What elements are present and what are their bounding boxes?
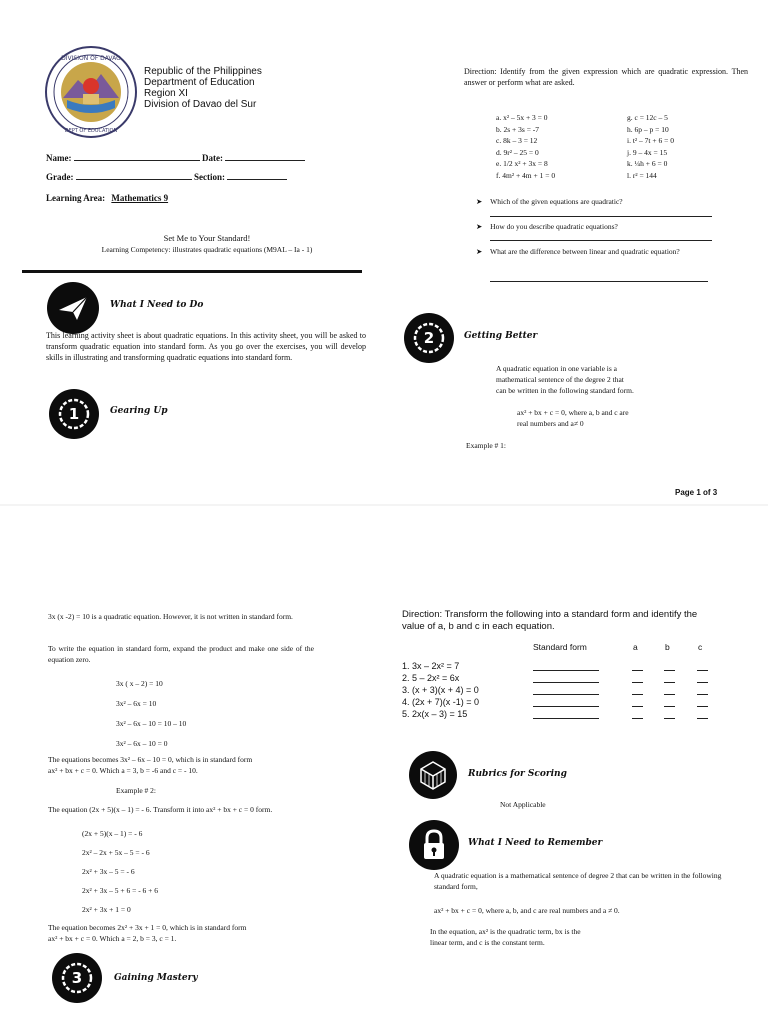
section-heading-need-to-do: What I Need to Do xyxy=(110,300,204,310)
definition-line: mathematical sentence of the degree 2 that xyxy=(496,375,624,384)
equation-step: 3x² – 6x = 10 xyxy=(116,699,157,708)
answer-blank-c-4[interactable] xyxy=(697,706,708,707)
column-header-c: c xyxy=(698,642,703,652)
gear-number-3-icon xyxy=(52,953,102,1003)
answer-line-2[interactable] xyxy=(490,240,712,241)
answer-blank-c-5[interactable] xyxy=(697,718,708,719)
remember-definition: A quadratic equation is a mathematical sentence of degree 2 that can be written in the following standard form, xyxy=(434,871,722,891)
result-line: ax² + bx + c = 0. Which a = 2, b = 3, c = 1. xyxy=(48,934,177,943)
example-steps-intro: To write the equation in standard form, expand the product and make one side of the equation zero. xyxy=(48,644,314,664)
equation-step: 3x² – 6x – 10 = 0 xyxy=(116,739,168,748)
activity-title: Set Me to Your Standard! xyxy=(163,233,251,243)
svg-text:DIVISION OF DAVAO: DIVISION OF DAVAO xyxy=(61,55,121,62)
answer-blank-a-4[interactable] xyxy=(632,706,643,707)
gearing-item: j. 9 – 4x = 15 xyxy=(627,147,668,157)
answer-blank-b-3[interactable] xyxy=(664,694,675,695)
gear-number-2-icon xyxy=(404,313,454,363)
gearing-item: d. 9r² – 25 = 0 xyxy=(496,147,539,157)
grade-row xyxy=(46,172,287,182)
mastery-item: 5. 2x(x – 3) = 15 xyxy=(402,709,468,719)
example-intro: 3x (x -2) = 10 is a quadratic equation. However, it is not written in standard form. xyxy=(48,612,293,621)
equation-step: 2x² + 3x – 5 = - 6 xyxy=(82,867,135,876)
need-to-do-text: This learning activity sheet is about quadratic equations. In this activity sheet, you will be asked to transform quadratic equation into standard form. As you go over the exercises, you will develop skills in illustrating and transforming quadratic equations into standard form. xyxy=(46,331,366,362)
gearing-item: g. c = 12c – 5 xyxy=(627,113,668,122)
column-header-standard-form: Standard form xyxy=(533,642,587,652)
page-gap xyxy=(0,504,768,506)
learning-area-label: Learning Area: xyxy=(46,193,106,203)
column-header-b: b xyxy=(665,642,670,652)
grade-blank[interactable] xyxy=(76,172,192,180)
gearing-item: f. 4m² + 4m + 1 = 0 xyxy=(496,170,556,180)
division-text: Division of Davao del Sur xyxy=(144,99,257,110)
definition-line: A quadratic equation in one variable is a xyxy=(496,364,617,373)
section-blank[interactable] xyxy=(227,172,287,180)
gearing-item: i. t² – 7t + 6 = 0 xyxy=(627,136,674,145)
question-2: ➤ How do you describe quadratic equations? xyxy=(476,222,618,231)
region-text: Region XI xyxy=(144,88,188,99)
name-row xyxy=(46,153,305,163)
quadratic-definition xyxy=(496,363,634,396)
grade-label: Grade: xyxy=(46,172,74,182)
terms-line: In the equation, ax² is the quadratic term, bx is the xyxy=(430,927,581,936)
question-1: ➤ Which of the given equations are quadratic? xyxy=(476,197,623,206)
example-2-result xyxy=(48,922,246,944)
result-line: The equations becomes 3x² – 6x – 10 = 0, which is in standard form xyxy=(48,755,253,764)
remember-terms xyxy=(430,926,581,948)
date-blank[interactable] xyxy=(225,153,305,161)
mastery-direction: Direction: Transform the following into a standard form and identify the value of a, b and c in each equation. xyxy=(402,609,698,632)
answer-blank-standard-1[interactable] xyxy=(533,670,599,671)
arrow-bullet-icon: ➤ xyxy=(476,222,483,231)
svg-text:2: 2 xyxy=(423,329,435,347)
column-header-a: a xyxy=(633,642,638,652)
answer-blank-a-2[interactable] xyxy=(632,682,643,683)
answer-blank-b-1[interactable] xyxy=(664,670,675,671)
answer-blank-c-3[interactable] xyxy=(697,694,708,695)
republic-text: Republic of the Philippines xyxy=(144,66,262,77)
section-heading-gearing-up: Gearing Up xyxy=(110,406,168,416)
learning-area-row xyxy=(46,193,168,203)
learning-competency: Learning Competency: illustrates quadratic equations (M9AL – Ia - 1) xyxy=(101,245,313,254)
svg-text:1: 1 xyxy=(68,405,80,423)
rubrics-value: Not Applicable xyxy=(500,800,546,809)
title-divider xyxy=(22,270,362,273)
mastery-items xyxy=(402,660,479,720)
arrow-bullet-icon: ➤ xyxy=(476,197,483,206)
gearing-item: l. r² = 144 xyxy=(627,170,657,180)
name-blank[interactable] xyxy=(74,153,200,161)
page-number: Page 1 of 3 xyxy=(675,488,718,497)
mastery-item: 1. 3x – 2x² = 7 xyxy=(402,661,460,671)
answer-blank-a-3[interactable] xyxy=(632,694,643,695)
equation-step: 2x² + 3x – 5 + 6 = - 6 + 6 xyxy=(82,886,159,895)
standard-form-line: ax² + bx + c = 0, where a, b and c are xyxy=(517,408,629,417)
gear-number-1-icon xyxy=(49,389,99,439)
division-seal-logo xyxy=(45,46,137,138)
equation-step: 3x² – 6x – 10 = 10 – 10 xyxy=(116,719,187,728)
answer-blank-c-2[interactable] xyxy=(697,682,708,683)
equation-step: 2x² + 3x + 1 = 0 xyxy=(82,905,131,914)
equation-step: (2x + 5)(x – 1) = - 6 xyxy=(82,829,143,838)
gearing-item: a. x² – 5x + 3 = 0 xyxy=(496,113,548,122)
gearing-item: k. ¼h + 6 = 0 xyxy=(627,159,668,168)
standard-form-line: real numbers and a≠ 0 xyxy=(517,419,584,428)
paper-plane-icon xyxy=(47,282,99,334)
example-2-steps xyxy=(82,824,158,919)
svg-text:DEPT OF EDUCATION: DEPT OF EDUCATION xyxy=(64,128,118,134)
equation-step: 2x² – 2x + 5x – 5 = - 6 xyxy=(82,848,150,857)
date-label: Date: xyxy=(202,153,223,163)
svg-text:3: 3 xyxy=(71,969,83,987)
example-1-result xyxy=(48,754,252,776)
answer-blank-b-4[interactable] xyxy=(664,706,675,707)
question-3: ➤ What are the difference between linear and quadratic equation? xyxy=(476,247,680,256)
gearing-item: h. 6p – p = 10 xyxy=(627,124,669,134)
answer-line-3[interactable] xyxy=(490,281,708,282)
gearing-items-left xyxy=(496,112,555,181)
section-heading-getting-better: Getting Better xyxy=(464,331,538,341)
learning-area-value: Mathematics 9 xyxy=(111,193,169,203)
section-heading-gaining-mastery: Gaining Mastery xyxy=(114,973,198,983)
answer-blank-standard-5[interactable] xyxy=(533,718,599,719)
remember-standard-form: ax² + bx + c = 0, where a, b, and c are real numbers and a ≠ 0. xyxy=(434,906,620,915)
result-line: ax² + bx + c = 0. Which a = 3, b = -6 and c = - 10. xyxy=(48,766,198,775)
answer-blank-b-2[interactable] xyxy=(664,682,675,683)
section-heading-rubrics: Rubrics for Scoring xyxy=(468,769,567,779)
example-1-steps xyxy=(116,674,186,754)
example-1-label: Example # 1: xyxy=(466,441,506,450)
rubik-cube-icon xyxy=(409,751,457,799)
result-line: The equation becomes 2x² + 3x + 1 = 0, which is in standard form xyxy=(48,923,247,932)
name-label: Name: xyxy=(46,153,72,163)
mastery-item: 3. (x + 3)(x + 4) = 0 xyxy=(402,685,479,695)
gearing-direction: Direction: Identify from the given expression which are quadratic expression. Then answer or perform what are asked. xyxy=(464,67,748,87)
gearing-items-right xyxy=(627,112,674,181)
answer-blank-a-1[interactable] xyxy=(632,670,643,671)
terms-line: linear term, and c is the constant term. xyxy=(430,938,545,947)
answer-line-1[interactable] xyxy=(490,216,712,217)
answer-blank-standard-2[interactable] xyxy=(533,682,599,683)
section-heading-remember: What I Need to Remember xyxy=(468,838,603,848)
example-2-label: Example # 2: xyxy=(116,786,156,795)
lock-icon xyxy=(409,820,459,870)
definition-line: can be written in the following standard form. xyxy=(496,386,634,395)
answer-blank-standard-3[interactable] xyxy=(533,694,599,695)
department-text: Department of Education xyxy=(144,77,255,88)
example-2-intro: The equation (2x + 5)(x – 1) = - 6. Transform it into ax² + bx + c = 0 form. xyxy=(48,805,273,814)
standard-form xyxy=(517,407,629,429)
answer-blank-standard-4[interactable] xyxy=(533,706,599,707)
gearing-item: e. 1/2 x² + 3x = 8 xyxy=(496,159,548,168)
answer-blank-a-5[interactable] xyxy=(632,718,643,719)
section-label: Section: xyxy=(194,172,225,182)
arrow-bullet-icon: ➤ xyxy=(476,247,483,256)
mastery-item: 4. (2x + 7)(x -1) = 0 xyxy=(402,697,480,707)
gearing-item: c. 8k – 3 = 12 xyxy=(496,136,538,145)
answer-blank-c-1[interactable] xyxy=(697,670,708,671)
gearing-item: b. 2s + 3s = -7 xyxy=(496,124,540,134)
answer-blank-b-5[interactable] xyxy=(664,718,675,719)
equation-step: 3x ( x – 2) = 10 xyxy=(116,679,163,688)
mastery-item: 2. 5 – 2x² = 6x xyxy=(402,673,460,683)
